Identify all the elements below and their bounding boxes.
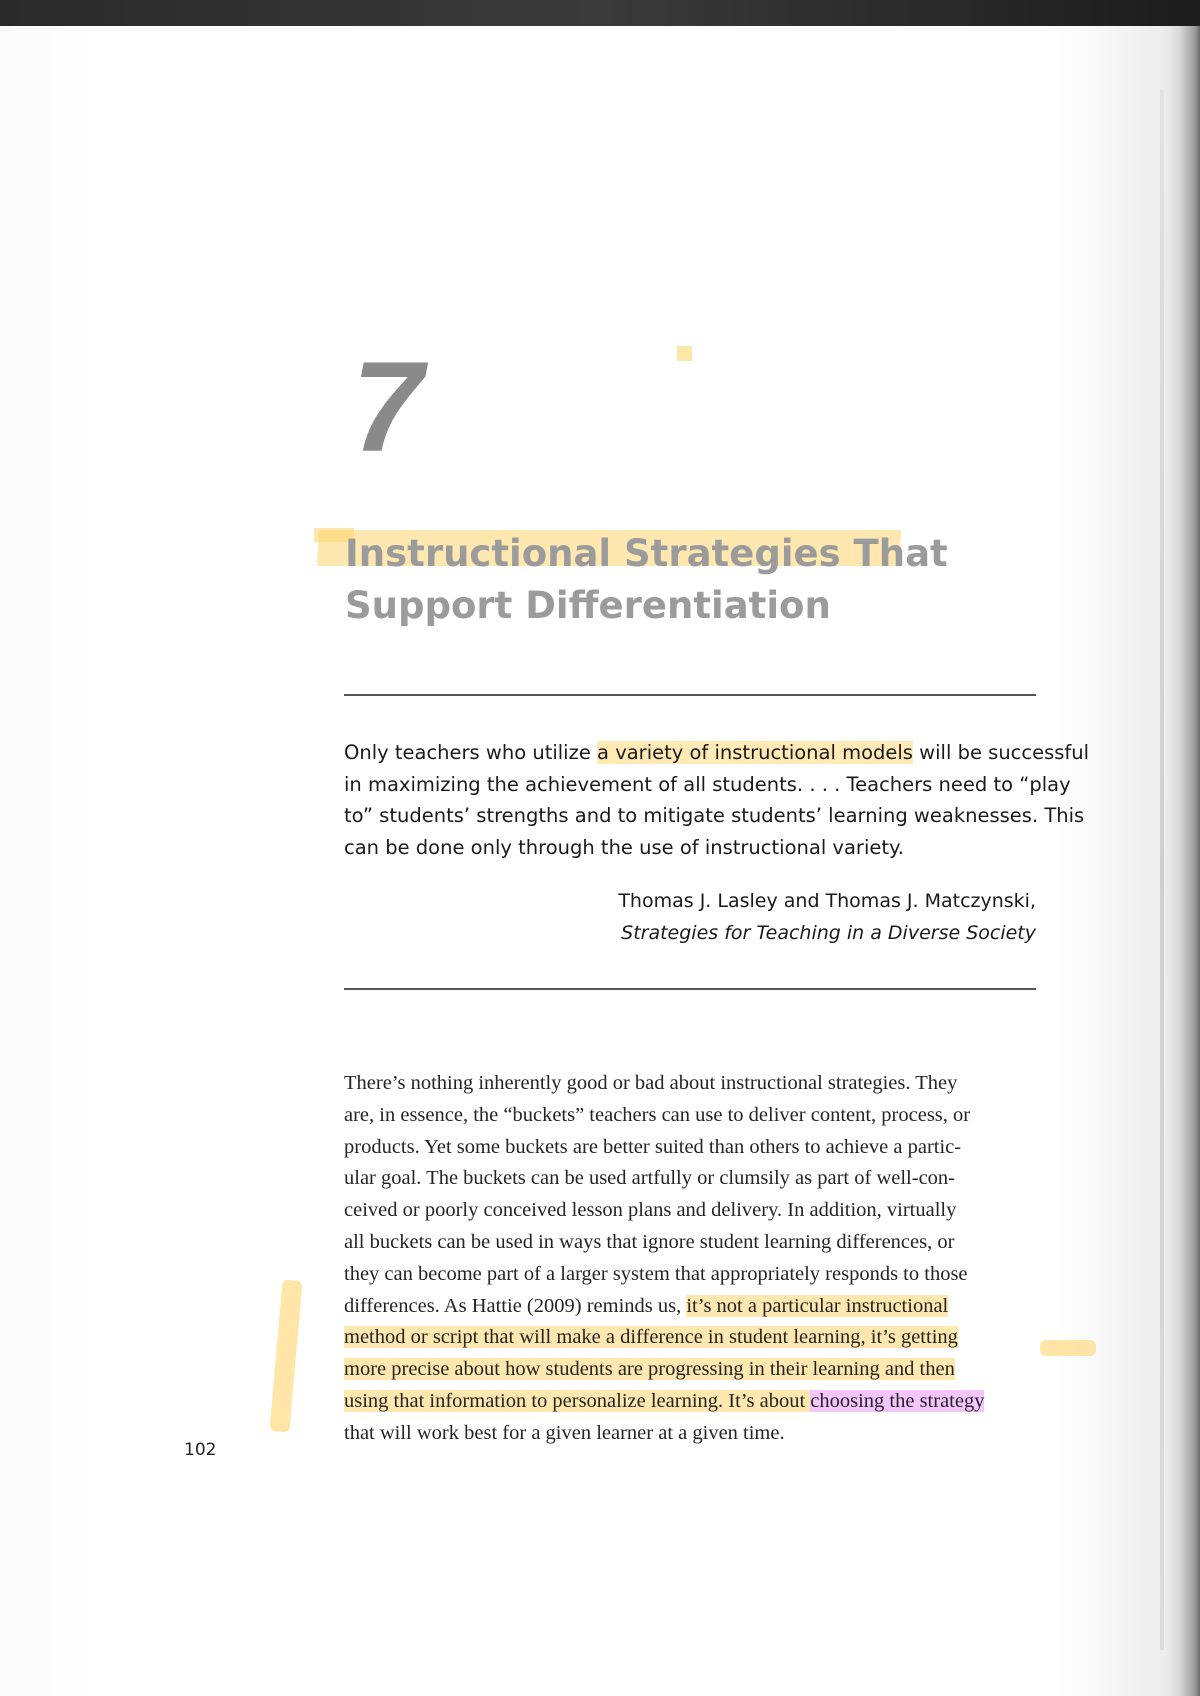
epigraph-text: can be done only through the use of instructional variety. <box>344 835 904 859</box>
body-highlight-yellow: it’s not a particular instructional <box>686 1294 949 1317</box>
body-text-segment: all buckets can be used in ways that ignore student learning differences, or <box>344 1230 955 1253</box>
epigraph-attribution <box>344 885 1036 949</box>
body-line <box>344 1322 1037 1354</box>
body-paragraph <box>344 1068 1037 1450</box>
body-highlight-pink: choosing the strategy <box>810 1389 985 1412</box>
highlight-stroke-tail <box>1040 1340 1096 1356</box>
body-highlight-yellow: method or script that will make a difference in student learning, it’s getting <box>344 1326 958 1349</box>
body-text-segment: There’s nothing inherently good or bad about instructional strategies. They <box>344 1072 958 1094</box>
body-line <box>344 1132 1037 1164</box>
epigraph-line <box>344 737 1090 769</box>
epigraph-line <box>344 832 1038 864</box>
body-line <box>344 1227 1037 1259</box>
attribution-book-title: Strategies for Teaching in a Diverse Society <box>621 922 1036 944</box>
body-text-segment: ceived or poorly conceived lesson plans and delivery. In addition, virtually <box>344 1199 957 1222</box>
chapter-title-line-2: Support Differentiation <box>345 584 831 627</box>
body-line <box>344 1195 1037 1227</box>
epigraph-text: Only teachers who utilize <box>344 741 598 764</box>
body-line <box>344 1354 1037 1386</box>
body-text-segment: differences. As Hattie (2009) reminds us, <box>344 1294 687 1317</box>
epigraph-line <box>344 800 1085 832</box>
body-text-segment: products. Yet some buckets are better suited than others to achieve a partic- <box>344 1135 962 1158</box>
body-line <box>344 1259 1037 1291</box>
body-line <box>344 1100 1037 1132</box>
body-highlight-yellow: using that information to personalize learning. It’s about <box>344 1389 811 1412</box>
body-line <box>344 1291 1037 1323</box>
chapter-number: 7 <box>352 336 424 479</box>
page-fold-shadow <box>1160 90 1164 1650</box>
epigraph-text: in maximizing the achievement of all students. . . . Teachers need to “play <box>344 772 1071 796</box>
body-text-segment: are, in essence, the “buckets” teachers can use to deliver content, process, or <box>344 1103 971 1126</box>
epigraph-text: to” students’ strengths and to mitigate students’ learning weaknesses. This <box>344 804 1085 827</box>
chapter-title-line-1: Instructional Strategies That <box>345 532 948 575</box>
body-line <box>344 1163 1037 1195</box>
body-line <box>344 1418 1037 1450</box>
epigraph-top-rule <box>344 694 1036 696</box>
page-number: 102 <box>184 1440 217 1460</box>
body-text-segment: they can become part of a larger system that appropriately responds to those <box>344 1262 968 1285</box>
attribution-authors: Thomas J. Lasley and Thomas J. Matczynski, <box>618 890 1036 912</box>
body-line <box>344 1386 1037 1418</box>
body-line <box>344 1068 1037 1100</box>
body-highlight-yellow: more precise about how students are progressing in their learning and then <box>344 1358 955 1381</box>
epigraph-quote <box>344 737 1090 863</box>
body-text-segment: that will work best for a given learner at a given time. <box>344 1421 785 1444</box>
body-text-segment: ular goal. The buckets can be used artfully or clumsily as part of well-con- <box>344 1167 956 1190</box>
epigraph-highlight: a variety of instructional models <box>597 741 913 764</box>
highlighter-dot <box>677 346 692 361</box>
chapter-title <box>345 528 985 632</box>
epigraph-text: will be successful <box>912 741 1090 764</box>
scan-right-edge <box>1166 26 1200 1696</box>
scan-top-edge <box>0 0 1200 26</box>
epigraph-line <box>344 769 1071 801</box>
epigraph-bottom-rule <box>344 988 1036 990</box>
